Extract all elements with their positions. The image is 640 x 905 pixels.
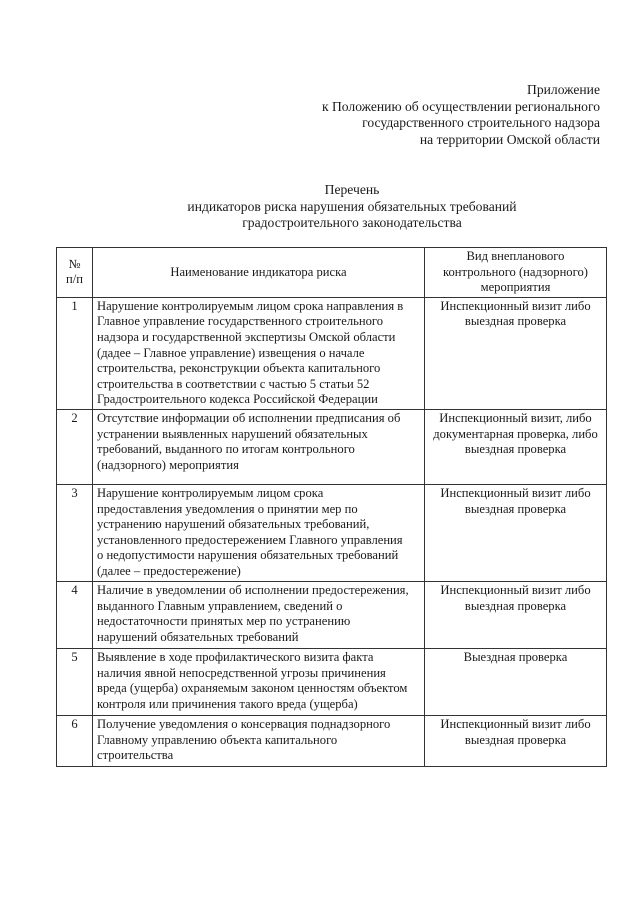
kind-line: выездная проверка (464, 598, 567, 613)
name-line: надзора и государственной экспертизы Омской области (97, 329, 396, 344)
row-number: 6 (57, 715, 93, 766)
table-row (57, 484, 607, 581)
indicator-name (93, 484, 425, 581)
appendix-line: государственного строительного надзора (362, 115, 600, 131)
appendix-line: Приложение (527, 82, 600, 97)
indicator-name (93, 715, 425, 766)
indicator-name (93, 409, 425, 484)
document-title (52, 182, 640, 232)
row-number: 2 (57, 409, 93, 484)
name-line: о недопустимости нарушения обязательных требований (97, 548, 399, 563)
appendix-line: к Положению об осуществлении регионального (321, 98, 600, 114)
name-line: строительства, реконструкции объекта капитального (97, 361, 381, 376)
event-kind (425, 715, 607, 766)
row-number: 5 (57, 648, 93, 715)
kind-line: выездная проверка (464, 314, 567, 329)
name-line: Отсутствие информации об исполнении предписания об (97, 410, 401, 425)
header-number-line: п/п (66, 272, 83, 287)
name-line: предоставления уведомления о принятии мер по (97, 501, 358, 516)
name-line: (надзорного) мероприятия (97, 457, 239, 472)
name-line: требований, выданного по итогам контрольного (97, 442, 355, 457)
header-indicator-name: Наименование индикатора риска (93, 248, 425, 298)
name-line: выданного Главным управлением, сведений о (97, 598, 343, 613)
title-line: Перечень (324, 182, 380, 197)
kind-line: Инспекционный визит, либо (439, 410, 592, 425)
kind-line: Инспекционный визит либо (440, 485, 591, 500)
event-kind (425, 409, 607, 484)
table-row (57, 648, 607, 715)
indicator-name (93, 297, 425, 409)
kind-line: выездная проверка (464, 732, 567, 747)
name-line: Главному управлению объекта капитального (97, 732, 338, 747)
risk-indicators-table (56, 247, 607, 767)
row-number: 4 (57, 581, 93, 648)
table-row (57, 297, 607, 409)
title-line: градостроительного законодательства (242, 215, 462, 231)
name-line: строительства в соответствии с частью 5 статьи 52 (97, 376, 370, 391)
name-line: Градостроительного кодекса Российской Федерации (97, 392, 378, 407)
header-kind-line: мероприятия (480, 280, 551, 295)
name-line: недостаточности принятых мер по устранению (97, 614, 351, 629)
kind-line: Инспекционный визит либо (440, 716, 591, 731)
event-kind (425, 297, 607, 409)
name-line: (далее – предостережение) (97, 563, 241, 578)
name-line: Выявление в ходе профилактического визита факта (97, 649, 374, 664)
name-line: строительства (97, 748, 174, 763)
name-line: (дадее – Главное управление) извещения о начале (97, 345, 365, 360)
indicator-name (93, 581, 425, 648)
title-line: индикаторов риска нарушения обязательных требований (187, 198, 517, 214)
name-line: вреда (ущерба) охраняемым законом ценностям объектом (97, 681, 408, 696)
name-line: Получение уведомления о консервация поднадзорного (97, 716, 391, 731)
name-line: нарушений обязательных требований (97, 629, 299, 644)
name-line: Наличие в уведомлении об исполнении предостережения, (97, 582, 409, 597)
header-number (57, 248, 93, 298)
name-line: устранении выявленных нарушений обязательных (97, 426, 368, 441)
header-kind-line: контрольного (надзорного) (443, 264, 588, 279)
kind-line: документарная проверка, либо (433, 426, 598, 441)
kind-line: выездная проверка (464, 501, 567, 516)
name-line: Нарушение контролируемым лицом срока направления в (97, 298, 404, 313)
event-kind (425, 581, 607, 648)
table-row (57, 581, 607, 648)
table-row (57, 715, 607, 766)
kind-line: выездная проверка (464, 442, 567, 457)
appendix-line: на территории Омской области (419, 131, 600, 147)
table-row (57, 409, 607, 484)
appendix-heading (220, 82, 600, 148)
row-number: 1 (57, 297, 93, 409)
kind-line: Инспекционный визит либо (440, 582, 591, 597)
header-event-kind (425, 248, 607, 298)
kind-line: Инспекционный визит либо (440, 298, 591, 313)
name-line: устранению нарушений обязательных требований, (97, 517, 370, 532)
header-kind-line: Вид внепланового (466, 249, 565, 263)
event-kind (425, 484, 607, 581)
row-number: 3 (57, 484, 93, 581)
indicator-name (93, 648, 425, 715)
name-line: установленного предостережением Главного управления (97, 532, 403, 547)
event-kind (425, 648, 607, 715)
name-line: Главное управление государственного строительного (97, 314, 384, 329)
header-number-line: № (68, 256, 81, 271)
name-line: наличия явной непосредственной угрозы причинения (97, 665, 386, 680)
name-line: контроля или причинения такого вреда (ущерба) (97, 696, 358, 711)
table-header-row (57, 248, 607, 298)
kind-line: Выездная проверка (463, 649, 568, 664)
name-line: Нарушение контролируемым лицом срока (97, 485, 324, 500)
